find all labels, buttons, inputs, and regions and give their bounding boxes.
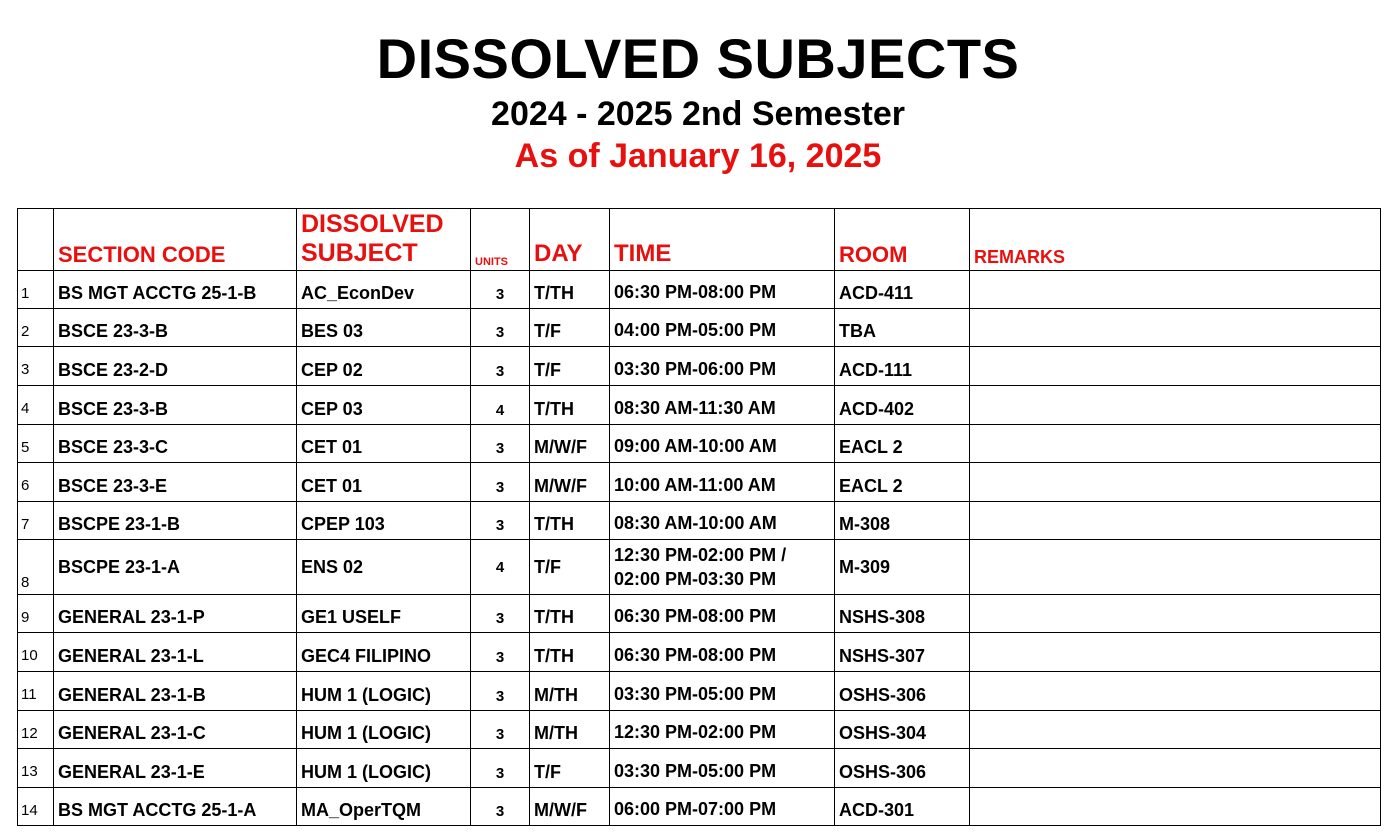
day-cell: T/TH <box>530 502 610 540</box>
time-cell: 06:00 PM-07:00 PM <box>610 788 835 826</box>
table-row <box>18 749 1381 788</box>
section-code-cell: BSCPE 23-1-B <box>54 502 297 540</box>
row-number: 9 <box>18 595 54 633</box>
row-number: 14 <box>18 788 54 826</box>
table-row <box>18 347 1381 386</box>
room-cell: OSHS-306 <box>835 749 970 788</box>
remarks-cell <box>970 463 1381 502</box>
section-code-cell: GENERAL 23-1-B <box>54 672 297 711</box>
day-cell: T/F <box>530 540 610 595</box>
section-code-cell: GENERAL 23-1-L <box>54 633 297 672</box>
semester-subtitle: 2024 - 2025 2nd Semester <box>491 95 905 133</box>
header-dissolved-subject-line2: SUBJECT <box>301 239 418 267</box>
room-cell: NSHS-307 <box>835 633 970 672</box>
units-cell: 4 <box>471 540 530 595</box>
row-number: 2 <box>18 309 54 347</box>
remarks-cell <box>970 347 1381 386</box>
room-cell: OSHS-306 <box>835 672 970 711</box>
section-code-cell: BSCE 23-3-E <box>54 463 297 502</box>
day-cell: M/W/F <box>530 788 610 826</box>
remarks-cell <box>970 749 1381 788</box>
day-cell: T/F <box>530 309 610 347</box>
row-number: 7 <box>18 502 54 540</box>
room-cell: ACD-411 <box>835 271 970 309</box>
time-cell: 09:00 AM-10:00 AM <box>610 425 835 463</box>
table-row <box>18 672 1381 711</box>
table-row <box>18 540 1381 595</box>
row-number: 8 <box>18 540 54 595</box>
room-cell: ACD-111 <box>835 347 970 386</box>
day-cell: T/TH <box>530 271 610 309</box>
room-cell: OSHS-304 <box>835 711 970 749</box>
time-cell: 06:30 PM-08:00 PM <box>610 633 835 672</box>
room-cell: TBA <box>835 309 970 347</box>
section-code-cell: BS MGT ACCTG 25-1-B <box>54 271 297 309</box>
header-row-number <box>18 209 54 271</box>
dissolved-subjects-table <box>17 208 1381 826</box>
day-cell: T/F <box>530 347 610 386</box>
room-cell: EACL 2 <box>835 425 970 463</box>
units-cell: 3 <box>471 271 530 309</box>
table-row <box>18 386 1381 425</box>
table-row <box>18 633 1381 672</box>
room-cell: M-309 <box>835 540 970 595</box>
room-cell: NSHS-308 <box>835 595 970 633</box>
time-cell: 10:00 AM-11:00 AM <box>610 463 835 502</box>
units-cell: 3 <box>471 633 530 672</box>
header-section-code: SECTION CODE <box>54 209 297 271</box>
header-day: DAY <box>530 209 610 271</box>
time-cell: 03:30 PM-06:00 PM <box>610 347 835 386</box>
row-number: 6 <box>18 463 54 502</box>
room-cell: ACD-301 <box>835 788 970 826</box>
section-code-cell: BSCE 23-2-D <box>54 347 297 386</box>
row-number: 1 <box>18 271 54 309</box>
table-row <box>18 425 1381 463</box>
row-number: 5 <box>18 425 54 463</box>
subject-cell: ENS 02 <box>297 540 471 595</box>
subject-cell: CEP 03 <box>297 386 471 425</box>
section-code-cell: BSCE 23-3-B <box>54 386 297 425</box>
row-number: 11 <box>18 672 54 711</box>
day-cell: M/W/F <box>530 463 610 502</box>
table-row <box>18 463 1381 502</box>
section-code-cell: GENERAL 23-1-E <box>54 749 297 788</box>
remarks-cell <box>970 502 1381 540</box>
header-dissolved-subject <box>297 209 471 271</box>
remarks-cell <box>970 540 1381 595</box>
time-cell: 08:30 AM-11:30 AM <box>610 386 835 425</box>
table-row <box>18 271 1381 309</box>
table-row <box>18 595 1381 633</box>
units-cell: 3 <box>471 463 530 502</box>
section-code-cell: BSCE 23-3-C <box>54 425 297 463</box>
subject-cell: HUM 1 (LOGIC) <box>297 672 471 711</box>
units-cell: 3 <box>471 309 530 347</box>
time-cell: 12:30 PM-02:00 PM <box>610 711 835 749</box>
row-number: 3 <box>18 347 54 386</box>
header-dissolved-subject-line1: DISSOLVED <box>301 210 444 238</box>
units-cell: 3 <box>471 749 530 788</box>
time-cell: 08:30 AM-10:00 AM <box>610 502 835 540</box>
subject-cell: AC_EconDev <box>297 271 471 309</box>
section-code-cell: BSCPE 23-1-A <box>54 540 297 595</box>
remarks-cell <box>970 672 1381 711</box>
subject-cell: HUM 1 (LOGIC) <box>297 711 471 749</box>
header-time: TIME <box>610 209 835 271</box>
table-row <box>18 788 1381 826</box>
subject-cell: HUM 1 (LOGIC) <box>297 749 471 788</box>
remarks-cell <box>970 788 1381 826</box>
time-cell: 06:30 PM-08:00 PM <box>610 595 835 633</box>
row-number: 10 <box>18 633 54 672</box>
row-number: 13 <box>18 749 54 788</box>
section-code-cell: GENERAL 23-1-C <box>54 711 297 749</box>
remarks-cell <box>970 595 1381 633</box>
subject-cell: CET 01 <box>297 463 471 502</box>
time-line-2: 02:00 PM-03:30 PM <box>614 569 777 589</box>
time-cell: 03:30 PM-05:00 PM <box>610 672 835 711</box>
row-number: 4 <box>18 386 54 425</box>
time-cell <box>610 540 835 595</box>
section-code-cell: BSCE 23-3-B <box>54 309 297 347</box>
time-cell: 06:30 PM-08:00 PM <box>610 271 835 309</box>
remarks-cell <box>970 386 1381 425</box>
remarks-cell <box>970 633 1381 672</box>
subject-cell: BES 03 <box>297 309 471 347</box>
subject-cell: CPEP 103 <box>297 502 471 540</box>
day-cell: M/TH <box>530 711 610 749</box>
section-code-cell: BS MGT ACCTG 25-1-A <box>54 788 297 826</box>
remarks-cell <box>970 271 1381 309</box>
units-cell: 3 <box>471 788 530 826</box>
subject-cell: GE1 USELF <box>297 595 471 633</box>
time-cell: 03:30 PM-05:00 PM <box>610 749 835 788</box>
units-cell: 3 <box>471 595 530 633</box>
as-of-date: As of January 16, 2025 <box>514 137 882 175</box>
header-room: ROOM <box>835 209 970 271</box>
units-cell: 4 <box>471 386 530 425</box>
day-cell: M/TH <box>530 672 610 711</box>
page-title: DISSOLVED SUBJECTS <box>376 27 1020 90</box>
table-row <box>18 309 1381 347</box>
room-cell: ACD-402 <box>835 386 970 425</box>
room-cell: EACL 2 <box>835 463 970 502</box>
units-cell: 3 <box>471 711 530 749</box>
remarks-cell <box>970 711 1381 749</box>
header-remarks: REMARKS <box>970 209 1381 271</box>
units-cell: 3 <box>471 502 530 540</box>
remarks-cell <box>970 425 1381 463</box>
header-units: UNITS <box>471 209 530 271</box>
day-cell: T/F <box>530 749 610 788</box>
table-row <box>18 502 1381 540</box>
table-row <box>18 711 1381 749</box>
time-cell: 04:00 PM-05:00 PM <box>610 309 835 347</box>
day-cell: T/TH <box>530 633 610 672</box>
row-number: 12 <box>18 711 54 749</box>
time-line-1: 12:30 PM-02:00 PM / <box>614 545 787 565</box>
day-cell: T/TH <box>530 595 610 633</box>
section-code-cell: GENERAL 23-1-P <box>54 595 297 633</box>
day-cell: M/W/F <box>530 425 610 463</box>
units-cell: 3 <box>471 672 530 711</box>
header-row <box>18 209 1381 271</box>
day-cell: T/TH <box>530 386 610 425</box>
subject-cell: MA_OperTQM <box>297 788 471 826</box>
subject-cell: CEP 02 <box>297 347 471 386</box>
subject-cell: CET 01 <box>297 425 471 463</box>
units-cell: 3 <box>471 347 530 386</box>
remarks-cell <box>970 309 1381 347</box>
units-cell: 3 <box>471 425 530 463</box>
room-cell: M-308 <box>835 502 970 540</box>
subject-cell: GEC4 FILIPINO <box>297 633 471 672</box>
